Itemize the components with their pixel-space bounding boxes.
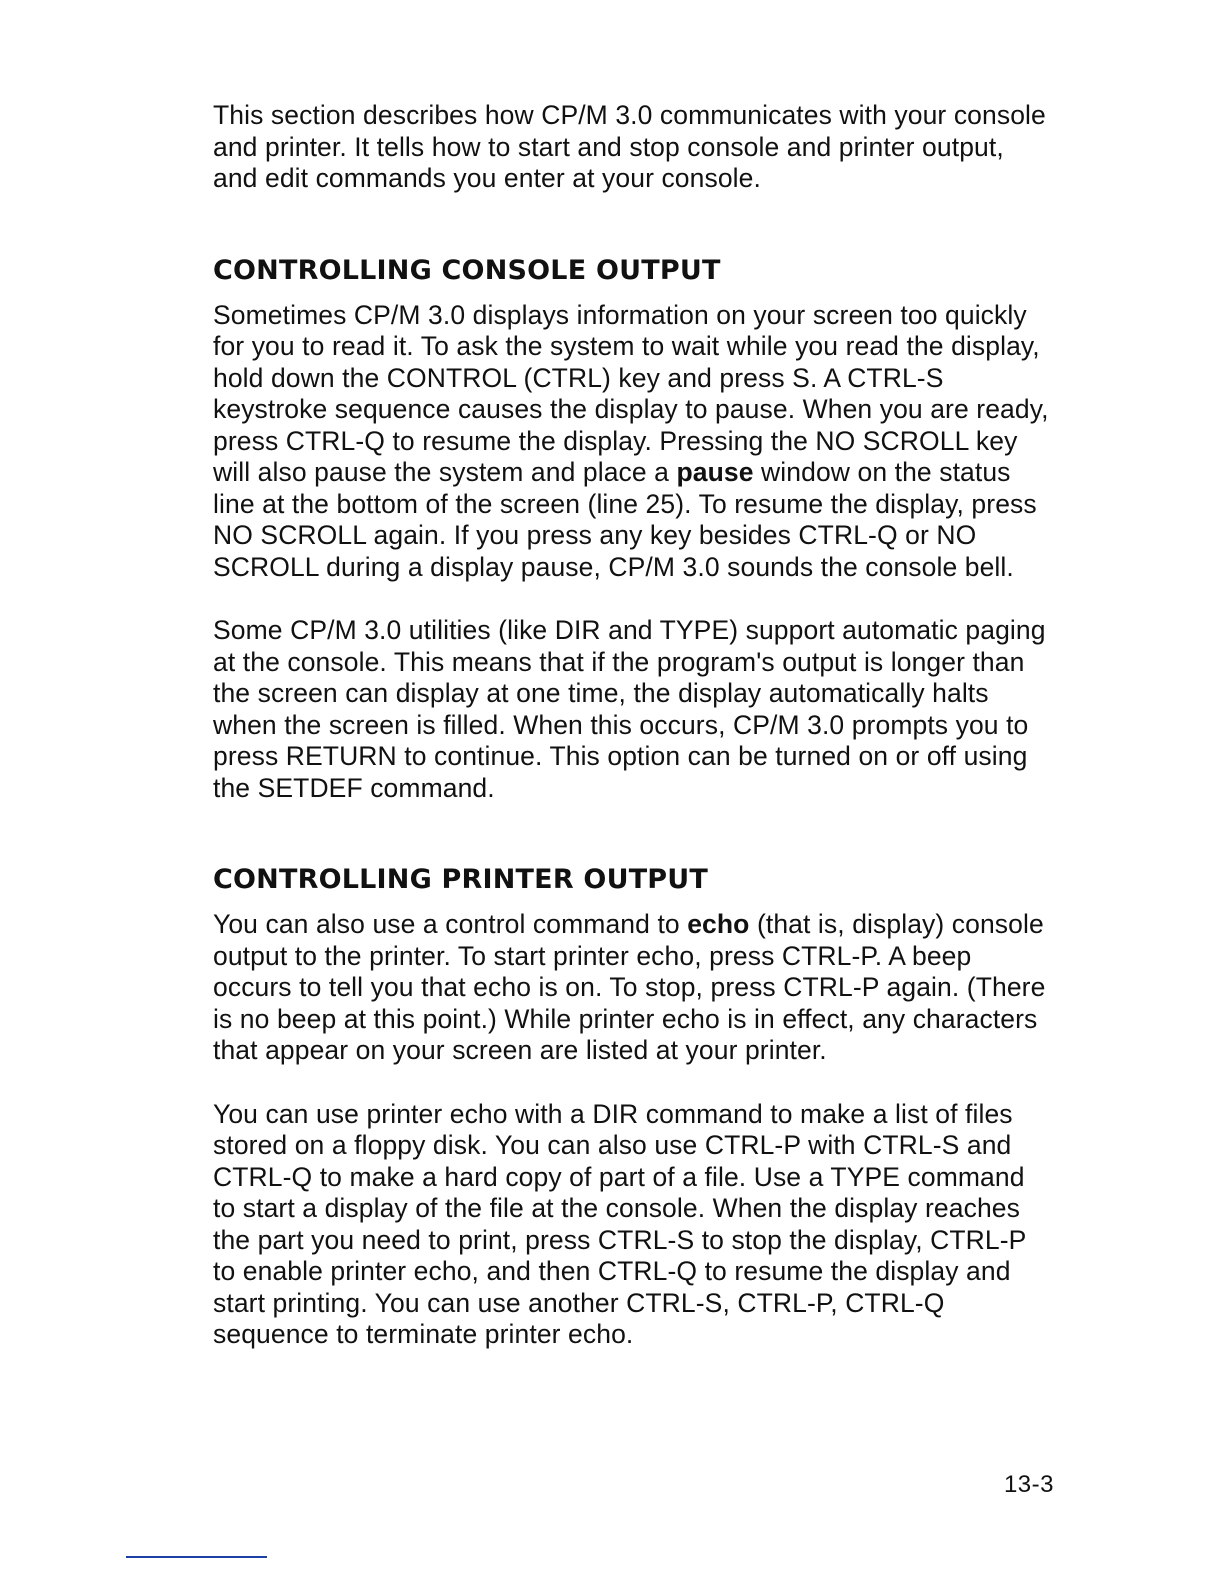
printer-output-heading: CONTROLLING PRINTER OUTPUT — [213, 864, 709, 895]
pause-keyword: pause — [676, 457, 754, 487]
console-output-paragraph-2: Some CP/M 3.0 utilities (like DIR and TYPE) support automatic paging at the console. This means that if the program's output is longer than the screen can display at one time, the display automatically halts when the screen is filled. When this occurs, CP/M 3.0 prompts you to press RETURN to continue. This option can be turned on or off using the SETDEF command. — [213, 615, 1046, 803]
console-p1-text-after: window on the status line at the bottom of the screen (line 25). To resume the display, press NO SCROLL again. If you press any key besides CTRL-Q or NO SCROLL during a display pause, CP/M 3.0 sounds the console bell. — [213, 457, 1037, 582]
printer-p1-text-before: You can also use a control command to — [213, 909, 688, 939]
console-p1-text-before: Sometimes CP/M 3.0 displays information on your screen too quickly for you to read it. To ask the system to wait while you read the display, hold down the CONTROL (CTRL) key and press S. A CTRL-S keystroke sequence causes the display to pause. When you are ready, press CTRL-Q to resume the display. Pressing the NO SCROLL key will also pause the system and place a — [213, 299, 1049, 487]
echo-keyword: echo — [687, 909, 750, 939]
console-output-heading: CONTROLLING CONSOLE OUTPUT — [213, 254, 721, 286]
page-number: 13-3 — [1003, 1471, 1054, 1498]
printer-output-paragraph-1 — [213, 909, 1053, 1067]
document-page — [213, 100, 1053, 1351]
intro-paragraph: This section describes how CP/M 3.0 communicates with your console and printer. It tells how to start and stop console and printer output, and edit commands you enter at your console. — [213, 100, 1046, 193]
console-output-section — [213, 254, 1053, 805]
printer-output-section — [213, 863, 1053, 1351]
footer-rule — [126, 1556, 267, 1558]
console-output-paragraph-1 — [213, 300, 1053, 584]
printer-p1-text-after: (that is, display) console output to the printer. To start printer echo, press CTRL-P. A beep occurs to tell you that echo is on. To stop, press CTRL-P again. (There is no beep at this point.) While printer echo is in effect, any characters that appear on your screen are listed at your printer. — [213, 909, 1046, 1065]
printer-output-paragraph-2: You can use printer echo with a DIR command to make a list of files stored on a floppy disk. You can also use CTRL-P with CTRL-S and CTRL-Q to make a hard copy of part of a file. Use a TYPE command to start a display of the file at the console. When the display reaches the part you need to print, press CTRL-S to stop the display, CTRL-P to enable printer echo, and then CTRL-Q to resume the display and start printing. You can use another CTRL-S, CTRL-P, CTRL-Q sequence to terminate printer echo. — [213, 1098, 1026, 1349]
